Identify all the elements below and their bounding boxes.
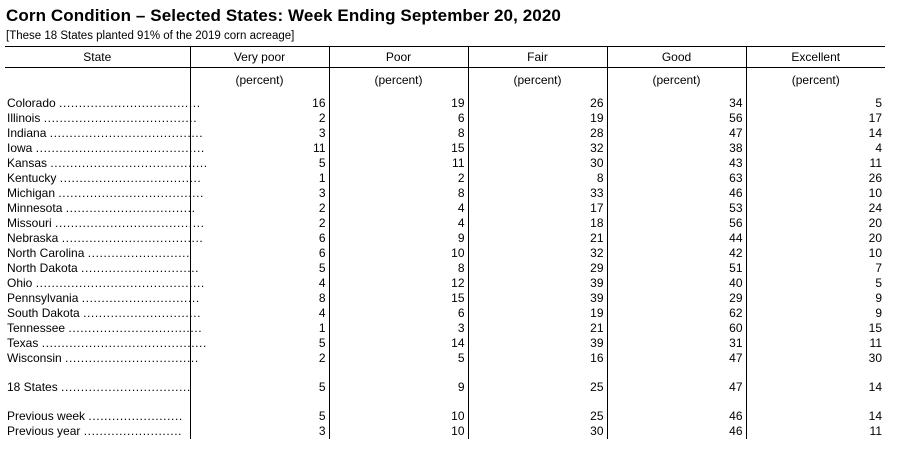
fair-value: 28: [468, 126, 607, 141]
table-row: [5, 186, 885, 201]
fair-value: 30: [468, 156, 607, 171]
poor-value: 4: [329, 216, 468, 231]
excellent-value: 7: [746, 261, 885, 276]
very-poor-value: 16: [190, 96, 329, 111]
dot-leader: ..............................: [81, 291, 200, 305]
state-name: Wisconsin: [7, 351, 62, 365]
dot-leader: ..........................................: [41, 336, 207, 350]
state-name-cell: [5, 126, 204, 141]
dot-leader: ....................................: [59, 171, 202, 185]
good-value: 47: [607, 380, 746, 395]
good-value: 34: [607, 96, 746, 111]
poor-value: 5: [329, 351, 468, 366]
dot-leader: ........................: [88, 409, 183, 423]
column-header-good: Good: [607, 47, 746, 68]
state-name-cell: [5, 424, 190, 439]
state-name: Previous week: [7, 409, 86, 423]
excellent-value: 11: [746, 336, 885, 351]
very-poor-value: 4: [190, 306, 329, 321]
very-poor-value: 2: [190, 201, 329, 216]
very-poor-value: 2: [190, 216, 329, 231]
spacer-row: [5, 395, 885, 409]
table-row: [5, 336, 885, 351]
state-name-cell: [5, 380, 190, 395]
dot-leader: .........................: [83, 424, 183, 438]
excellent-value: 20: [746, 231, 885, 246]
table-row: [5, 216, 885, 231]
fair-value: 39: [468, 336, 607, 351]
state-name: Colorado: [7, 96, 56, 110]
very-poor-value: 6: [190, 231, 329, 246]
good-value: 62: [607, 306, 746, 321]
dot-leader: ..............................: [81, 261, 200, 275]
very-poor-value: 5: [190, 261, 329, 276]
excellent-value: 10: [746, 246, 885, 261]
very-poor-value: 5: [190, 380, 329, 395]
poor-value: 10: [329, 424, 468, 439]
dot-leader: .................................: [65, 201, 196, 215]
table-row: [5, 141, 885, 156]
dot-leader: ...........................................: [35, 141, 205, 155]
excellent-value: 9: [746, 306, 885, 321]
poor-value: 10: [329, 246, 468, 261]
state-name-cell: [5, 216, 205, 231]
fair-value: 26: [468, 96, 607, 111]
units-cell: (percent): [329, 68, 468, 91]
table-row: [5, 306, 885, 321]
page-subtitle: [These 18 States planted 91% of the 2019 corn acreage]: [6, 30, 295, 42]
very-poor-value: 6: [190, 246, 329, 261]
table-row: [5, 351, 885, 366]
state-name: North Carolina: [7, 246, 85, 260]
excellent-value: 5: [746, 276, 885, 291]
fair-value: 21: [468, 231, 607, 246]
state-name-cell: [5, 231, 204, 246]
poor-value: 8: [329, 126, 468, 141]
units-cell: (percent): [607, 68, 746, 91]
excellent-value: 11: [746, 424, 885, 439]
state-name-cell: [5, 186, 204, 201]
dot-leader: .................................: [61, 380, 191, 394]
dot-leader: ...........................................: [35, 276, 205, 290]
poor-value: 2: [329, 171, 468, 186]
state-name-cell: [5, 171, 202, 186]
fair-value: 32: [468, 246, 607, 261]
state-name-cell: [5, 409, 190, 424]
state-name-cell: [5, 111, 198, 126]
very-poor-value: 4: [190, 276, 329, 291]
good-value: 43: [607, 156, 746, 171]
dot-leader: ....................................: [59, 96, 201, 110]
very-poor-value: 5: [190, 409, 329, 424]
excellent-value: 15: [746, 321, 885, 336]
good-value: 46: [607, 186, 746, 201]
table-row: [5, 261, 885, 276]
fair-value: 18: [468, 216, 607, 231]
units-cell: (percent): [746, 68, 885, 91]
state-name-cell: [5, 321, 203, 336]
state-name: Ohio: [7, 276, 33, 290]
state-name: 18 States: [7, 380, 58, 394]
comparison-row: [5, 409, 885, 424]
state-name-cell: [5, 246, 190, 261]
state-name: Illinois: [7, 111, 41, 125]
state-name-cell: [5, 306, 202, 321]
units-cell: (percent): [468, 68, 607, 91]
total-row: [5, 380, 885, 395]
state-name: Tennessee: [7, 321, 66, 335]
poor-value: 9: [329, 231, 468, 246]
good-value: 63: [607, 171, 746, 186]
poor-value: 3: [329, 321, 468, 336]
state-name: Pennsylvania: [7, 291, 79, 305]
table-row: [5, 96, 885, 111]
good-value: 47: [607, 126, 746, 141]
very-poor-value: 2: [190, 111, 329, 126]
poor-value: 10: [329, 409, 468, 424]
poor-value: 15: [329, 141, 468, 156]
fair-value: 8: [468, 171, 607, 186]
good-value: 42: [607, 246, 746, 261]
very-poor-value: 5: [190, 156, 329, 171]
excellent-value: 20: [746, 216, 885, 231]
fair-value: 25: [468, 380, 607, 395]
good-value: 60: [607, 321, 746, 336]
good-value: 31: [607, 336, 746, 351]
very-poor-value: 1: [190, 321, 329, 336]
state-name-cell: [5, 336, 207, 351]
poor-value: 9: [329, 380, 468, 395]
poor-value: 4: [329, 201, 468, 216]
very-poor-value: 3: [190, 186, 329, 201]
state-name: Iowa: [7, 141, 33, 155]
page-title: Corn Condition – Selected States: Week Ending September 20, 2020: [6, 6, 561, 25]
excellent-value: 14: [746, 380, 885, 395]
dot-leader: ..................................: [68, 321, 203, 335]
dot-leader: ..............................: [83, 306, 202, 320]
state-name-cell: [5, 141, 205, 156]
units-cell: (percent): [190, 68, 329, 91]
very-poor-value: 5: [190, 336, 329, 351]
excellent-value: 5: [746, 96, 885, 111]
state-name: South Dakota: [7, 306, 80, 320]
state-name-cell: [5, 201, 196, 216]
fair-value: 25: [468, 409, 607, 424]
very-poor-value: 11: [190, 141, 329, 156]
state-name: Texas: [7, 336, 39, 350]
dot-leader: ........................................: [50, 156, 208, 170]
units-row: [5, 68, 885, 91]
good-value: 38: [607, 141, 746, 156]
table-row: [5, 126, 885, 141]
fair-value: 29: [468, 261, 607, 276]
very-poor-value: 2: [190, 351, 329, 366]
excellent-value: 14: [746, 409, 885, 424]
fair-value: 39: [468, 291, 607, 306]
poor-value: 8: [329, 261, 468, 276]
fair-value: 19: [468, 306, 607, 321]
table-row: [5, 321, 885, 336]
poor-value: 15: [329, 291, 468, 306]
state-name: Nebraska: [7, 231, 59, 245]
fair-value: 16: [468, 351, 607, 366]
state-name: Indiana: [7, 126, 47, 140]
very-poor-value: 3: [190, 424, 329, 439]
state-name-cell: [5, 156, 208, 171]
dot-leader: ..........................: [87, 246, 191, 260]
fair-value: 17: [468, 201, 607, 216]
excellent-value: 14: [746, 126, 885, 141]
dot-leader: ....................................: [61, 231, 204, 245]
excellent-value: 10: [746, 186, 885, 201]
good-value: 47: [607, 351, 746, 366]
corn-condition-table: [5, 46, 885, 439]
state-name: Missouri: [7, 216, 52, 230]
column-header-poor: Poor: [329, 47, 468, 68]
excellent-value: 24: [746, 201, 885, 216]
units-cell: [5, 68, 190, 91]
dot-leader: .....................................: [58, 186, 204, 200]
table-row: [5, 156, 885, 171]
good-value: 56: [607, 216, 746, 231]
good-value: 56: [607, 111, 746, 126]
table-row: [5, 276, 885, 291]
column-header-state: State: [5, 47, 190, 68]
poor-value: 14: [329, 336, 468, 351]
very-poor-value: 1: [190, 171, 329, 186]
column-header-fair: Fair: [468, 47, 607, 68]
excellent-value: 26: [746, 171, 885, 186]
very-poor-value: 8: [190, 291, 329, 306]
good-value: 51: [607, 261, 746, 276]
poor-value: 8: [329, 186, 468, 201]
table-row: [5, 291, 885, 306]
state-name-cell: [5, 261, 200, 276]
dot-leader: .......................................: [49, 126, 204, 140]
fair-value: 30: [468, 424, 607, 439]
state-name-cell: [5, 96, 201, 111]
fair-value: 21: [468, 321, 607, 336]
excellent-value: 9: [746, 291, 885, 306]
spacer-row: [5, 366, 885, 380]
state-name-cell: [5, 351, 199, 366]
state-name-cell: [5, 291, 200, 306]
excellent-value: 4: [746, 141, 885, 156]
header-row: [5, 47, 885, 68]
dot-leader: ..................................: [65, 351, 199, 365]
fair-value: 32: [468, 141, 607, 156]
state-name: Kansas: [7, 156, 48, 170]
fair-value: 19: [468, 111, 607, 126]
state-name: Kentucky: [7, 171, 57, 185]
table-row: [5, 111, 885, 126]
poor-value: 19: [329, 96, 468, 111]
table-row: [5, 201, 885, 216]
state-name: North Dakota: [7, 261, 78, 275]
good-value: 44: [607, 231, 746, 246]
poor-value: 11: [329, 156, 468, 171]
excellent-value: 30: [746, 351, 885, 366]
state-name-cell: [5, 276, 205, 291]
poor-value: 6: [329, 111, 468, 126]
state-name: Michigan: [7, 186, 56, 200]
state-name: Minnesota: [7, 201, 63, 215]
table-row: [5, 171, 885, 186]
poor-value: 6: [329, 306, 468, 321]
state-name: Previous year: [7, 424, 81, 438]
fair-value: 39: [468, 276, 607, 291]
good-value: 46: [607, 424, 746, 439]
dot-leader: .......................................: [43, 111, 198, 125]
dot-leader: ......................................: [55, 216, 205, 230]
table-row: [5, 231, 885, 246]
fair-value: 33: [468, 186, 607, 201]
poor-value: 12: [329, 276, 468, 291]
column-header-excellent: Excellent: [746, 47, 885, 68]
column-header-very-poor: Very poor: [190, 47, 329, 68]
excellent-value: 11: [746, 156, 885, 171]
good-value: 29: [607, 291, 746, 306]
comparison-row: [5, 424, 885, 439]
good-value: 40: [607, 276, 746, 291]
table-row: [5, 246, 885, 261]
good-value: 46: [607, 409, 746, 424]
excellent-value: 17: [746, 111, 885, 126]
good-value: 53: [607, 201, 746, 216]
very-poor-value: 3: [190, 126, 329, 141]
